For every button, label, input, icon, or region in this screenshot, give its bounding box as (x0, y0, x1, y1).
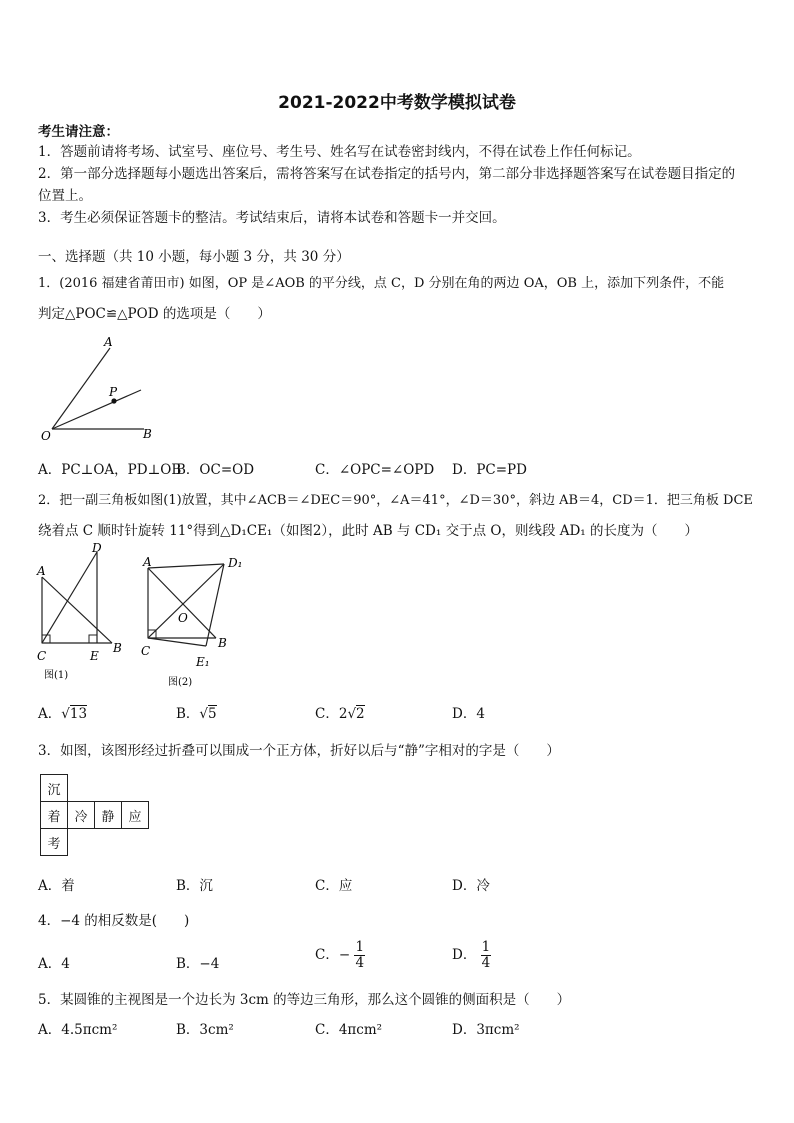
fraction: $\frac{1}{4}$ (481, 939, 491, 971)
notice-line-2: 2．第一部分选择题每小题选出答案后，需将答案写在试卷指定的括号内，第二部分非选择题答案写在试卷题目指定的 (38, 166, 736, 182)
point-p (111, 398, 116, 403)
notice-line-1: 1．答题前请将考场、试室号、座位号、考生号、姓名写在试卷密封线内，不得在试卷上作任何标记。 (38, 144, 641, 160)
label-p: P (109, 385, 118, 399)
sqrt-sign: √ (347, 706, 357, 722)
q3-option-c[interactable]: C．应 (315, 878, 353, 894)
f1-label-a: A (37, 564, 46, 578)
net-cell: 静 (95, 802, 122, 829)
q5-option-b[interactable]: B．3cm² (176, 1022, 234, 1038)
exam-title: 2021-2022中考数学模拟试卷 (278, 93, 516, 113)
q1-option-c[interactable]: C．∠OPC=∠OPD (315, 462, 435, 478)
q1-option-b[interactable]: B．OC=OD (176, 462, 255, 478)
q1-angle-figure (38, 334, 168, 446)
f2-label-a: A (143, 555, 152, 569)
q3-option-a[interactable]: A．着 (38, 878, 75, 894)
f2-label-o: O (178, 611, 188, 625)
q1-line-1: 1．(2016 福建省莆田市) 如图，OP 是∠AOB 的平分线，点 C，D 分别在角的两边 OA，OB 上，添加下列条件，不能 (38, 276, 725, 291)
q4-line-1: 4．−4 的相反数是( ) (38, 913, 190, 929)
q4-option-c[interactable]: C．− $\frac{1}{4}$ (315, 939, 365, 971)
net-cell: 着 (41, 802, 68, 829)
q2-line-2: 绕着点 C 顺时针旋转 11°得到△D₁CE₁（如图2），此时 AB 与 CD₁ 交于点 O，则线段 AD₁ 的长度为（ ） (38, 523, 699, 539)
q2-option-d[interactable]: D．4 (452, 706, 485, 722)
q2-line-1: 2．把一副三角板如图(1)放置，其中∠ACB＝∠DEC＝90°，∠A＝41°，∠D＝30°，斜边 AB＝4，CD＝1．把三角板 DCE (38, 493, 753, 508)
net-cell: 考 (41, 829, 68, 856)
q4-option-a[interactable]: A．4 (38, 956, 70, 972)
q2-option-b[interactable]: B．√5 (176, 706, 217, 722)
sqrt-sign: √ (61, 706, 70, 722)
f1-caption: 图(1) (44, 670, 69, 681)
notice-heading: 考生请注意： (38, 124, 119, 140)
q1-option-a[interactable]: A．PC⊥OA，PD⊥OB (38, 462, 182, 478)
f1-label-e: E (90, 649, 99, 663)
q2-figure-1 (34, 540, 130, 686)
net-cell: 冷 (68, 802, 95, 829)
f1-label-d: D (92, 541, 102, 555)
f2-label-c: C (141, 644, 151, 658)
f2-label-d1: D₁ (228, 556, 243, 570)
section-heading: 一、选择题（共 10 小题，每小题 3 分，共 30 分） (38, 249, 350, 265)
q5-option-d[interactable]: D．3πcm² (452, 1022, 520, 1038)
f2-caption: 图(2) (168, 677, 193, 688)
q3-option-d[interactable]: D．冷 (452, 878, 490, 894)
q2-figure-2 (138, 548, 250, 692)
q3-line-1: 3．如图，该图形经过折叠可以围成一个正方体，折好以后与“静”字相对的字是（ ） (38, 743, 560, 759)
q2-option-a[interactable]: A．√13 (38, 706, 88, 722)
q4-option-b[interactable]: B．−4 (176, 956, 220, 972)
net-cell: 沉 (41, 775, 68, 802)
q1-option-d[interactable]: D．PC=PD (452, 462, 527, 478)
notice-line-4: 3．考生必须保证答题卡的整洁。考试结束后，请将本试卷和答题卡一并交回。 (38, 210, 506, 226)
label-o: O (41, 429, 51, 443)
cube-net (40, 774, 149, 856)
q2-option-c[interactable]: C．2√2 (315, 706, 365, 722)
f2-label-e1: E₁ (196, 655, 210, 669)
f1-label-b: B (113, 641, 122, 655)
label-a: A (104, 335, 113, 349)
net-cell: 应 (122, 802, 149, 829)
q1-line-2: 判定△POC≌△POD 的选项是（ ） (38, 306, 271, 322)
q5-option-c[interactable]: C．4πcm² (315, 1022, 383, 1038)
f1-label-c: C (37, 649, 47, 663)
q3-option-b[interactable]: B．沉 (176, 878, 213, 894)
q4-option-d[interactable]: D． $\frac{1}{4}$ (452, 939, 491, 971)
q5-option-a[interactable]: A．4.5πcm² (38, 1022, 118, 1038)
label-b: B (143, 427, 152, 441)
fraction: $\frac{1}{4}$ (355, 939, 365, 971)
f2-label-b: B (218, 636, 227, 650)
notice-line-3: 位置上。 (38, 188, 92, 204)
q5-line-1: 5．某圆锥的主视图是一个边长为 3cm 的等边三角形，那么这个圆锥的侧面积是（ ） (38, 992, 571, 1008)
sqrt-sign: √ (199, 706, 209, 722)
